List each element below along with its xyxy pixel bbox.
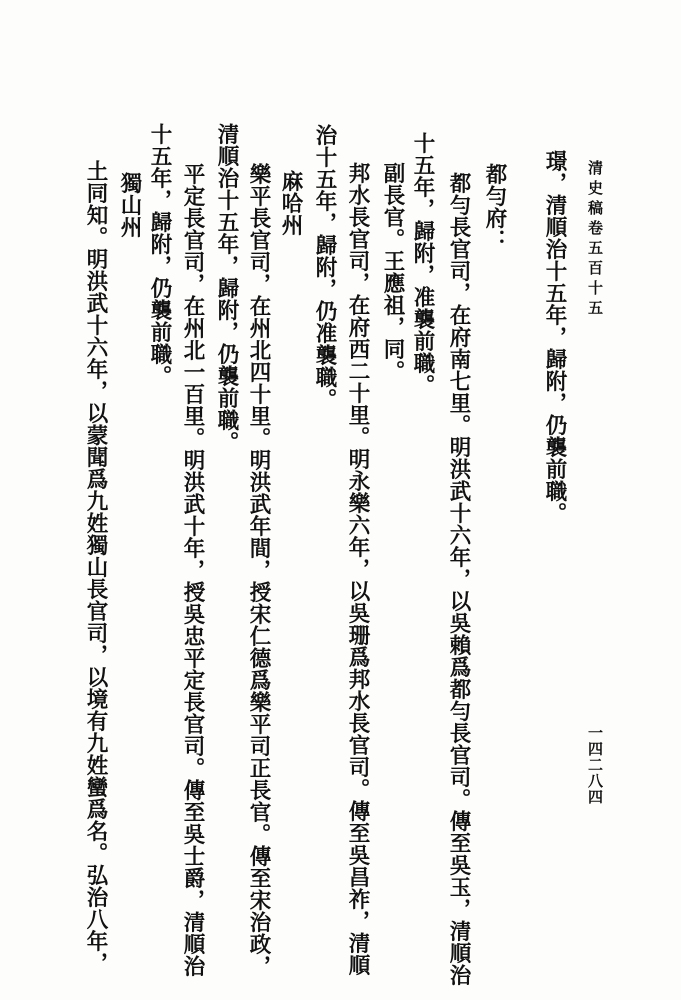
page-number: 一四二八四 [586, 725, 604, 805]
text-column-1: 璟，清順治十五年，歸附，仍襲前職。 [542, 150, 567, 524]
text-column-12: 十五年，歸附，仍襲前職。 [147, 123, 172, 387]
text-column-7: 治十五年，歸附，仍准襲職。 [312, 124, 337, 410]
text-column-6: 邦水長官司，在府西二十里。明永樂六年，以吳珊爲邦水長官司。傳至吳昌祚，清順 [345, 162, 370, 976]
text-column-4: 十五年，歸附，准襲前職。 [410, 132, 435, 396]
running-title: 清史稿卷五百十五 [586, 160, 604, 320]
text-column-10: 清順治十五年，歸附，仍襲前職。 [214, 123, 239, 453]
text-column-9: 樂平長官司，在州北四十里。明洪武年間，授宋仁德爲樂平司正長官。傳至宋治政， [246, 163, 271, 977]
text-column-5: 副長官。王應祖，同。 [380, 162, 405, 382]
text-column-3: 都勻長官司，在府南七里。明洪武十六年，以吳賴爲都勻長官司。傳至吳玉，清順治 [446, 172, 471, 986]
section-heading-duyun-fu: 都勻府： [482, 163, 507, 251]
text-column-14: 土同知。明洪武十六年，以蒙聞爲九姓獨山長官司，以境有九姓蠻爲名。弘治八年， [83, 160, 108, 974]
section-heading-dushanzhou: 獨山州 [117, 172, 142, 238]
section-heading-mahazhou: 麻哈州 [278, 170, 303, 236]
text-column-11: 平定長官司，在州北一百里。明洪武十年，授吳忠平定長官司。傳至吳士爵，清順治 [180, 163, 205, 977]
